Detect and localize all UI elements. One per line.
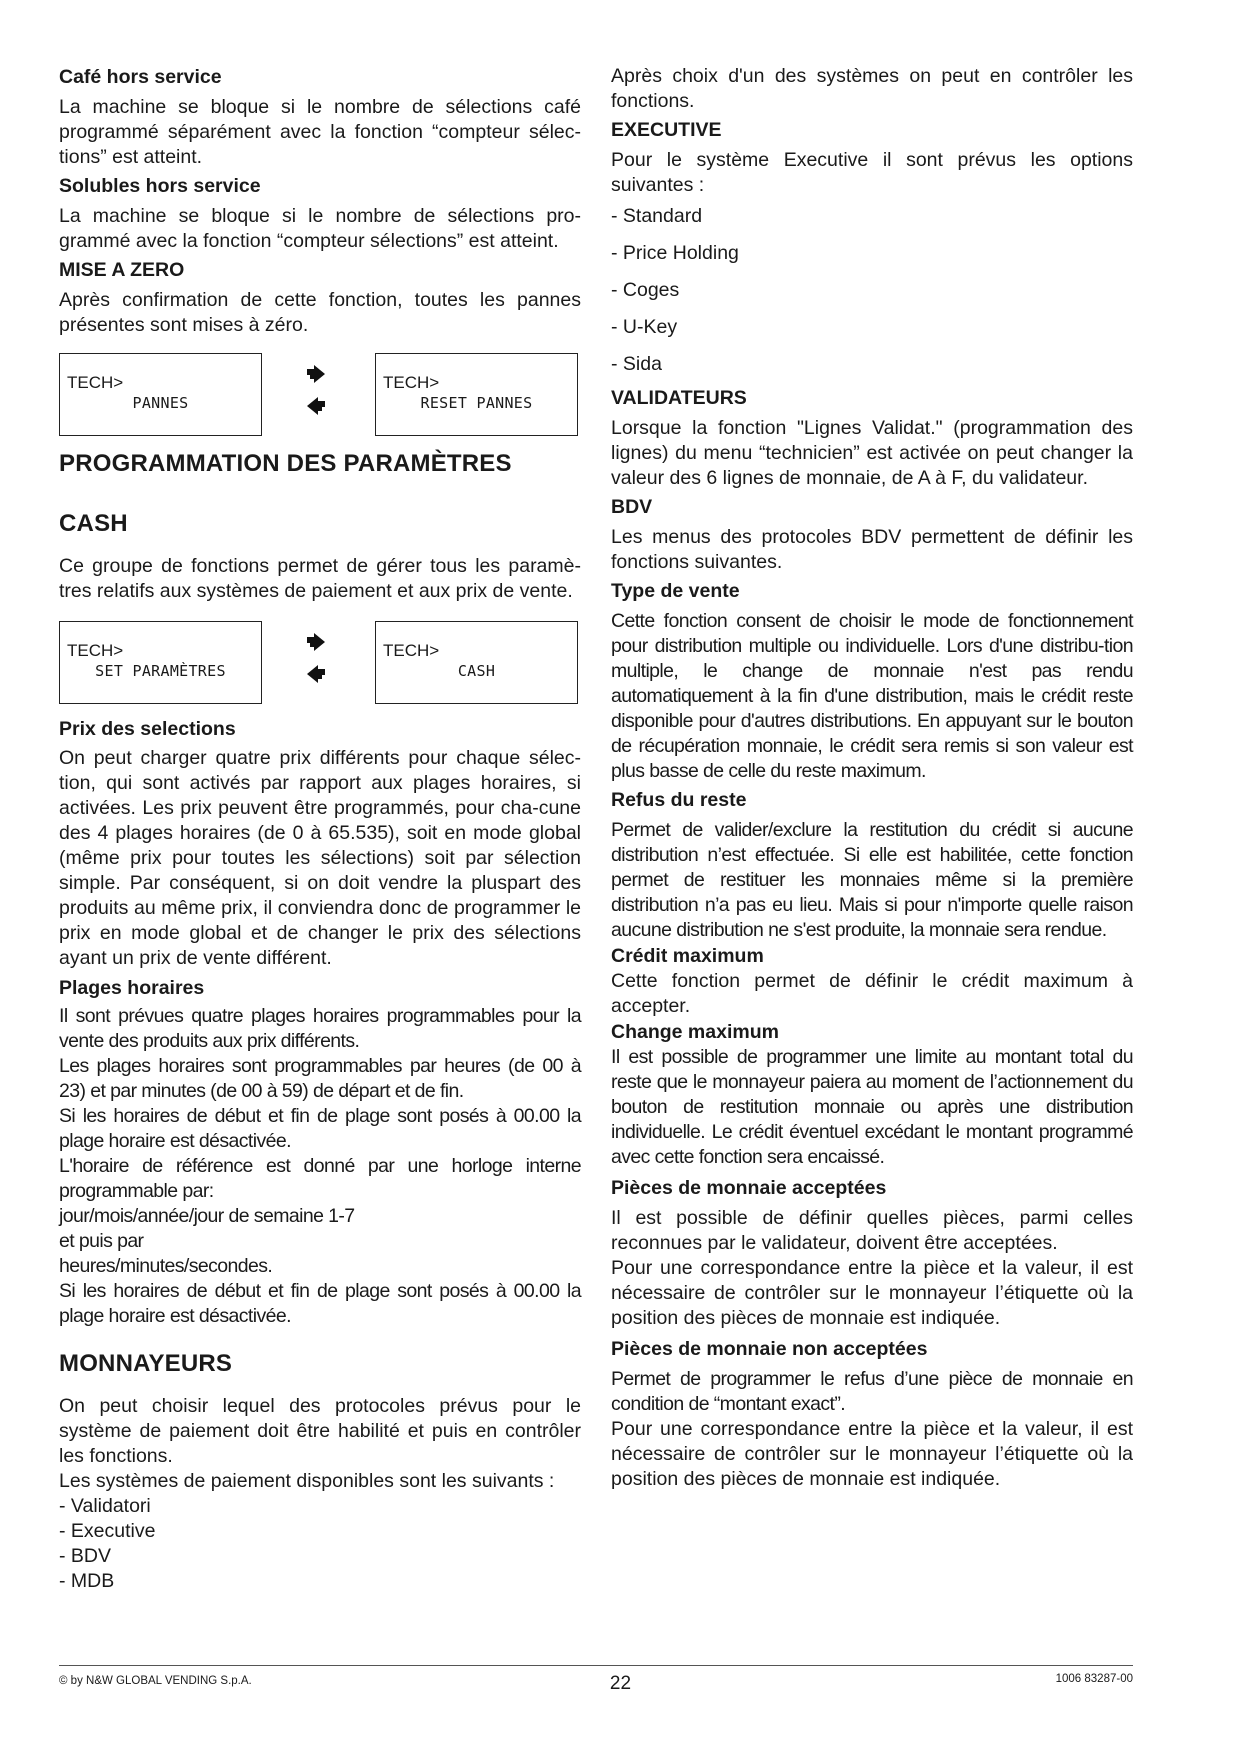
display-line-1: TECH> [67,373,124,392]
cafe-text: La machine se bloque si le nombre de sélections café programmé séparément avec la fonction “compteur sélec-tions” est atteint. [59,96,581,168]
non-acceptees-text: Permet de programmer le refus d’une pièce de monnaie en condition de “montant exact”. [611,1368,1133,1415]
display-line-1: TECH> [383,373,440,392]
executive-heading: EXECUTIVE [611,119,722,141]
list-item: - Standard [611,205,703,227]
monnayeurs-text: On peut choisir lequel des protocoles prévus pour le système de paiement doit être habilité et puis en contrôler les fonctions. [59,1395,581,1467]
acceptees-heading: Pièces de monnaie acceptées [611,1177,887,1199]
document-code: 1006 83287-00 [1055,1673,1133,1685]
list-item: - MDB [59,1570,115,1592]
display-panel-reset-pannes [375,353,578,436]
navigation-arrows [305,633,329,695]
footer-divider [59,1665,1133,1666]
list-item: - Sida [611,353,662,375]
plages-paragraph: heures/minutes/secondes. [59,1255,273,1277]
bdv-text: Les menus des protocoles BDV permettent de définir les fonctions suivantes. [611,526,1133,573]
list-item: - Executive [59,1520,156,1542]
plages-heading: Plages horaires [59,977,205,999]
monnayeurs-text: Les systèmes de paiement disponibles sont les suivants : [59,1470,555,1492]
validateurs-text: Lorsque la fonction "Lignes Validat." (programmation des lignes) du menu “technicien” est activée on peut changer la valeur des 6 lignes de monnaie, de A à F, du validateur. [611,417,1133,489]
plages-paragraph: Si les horaires de début et fin de plage sont posés à 00.00 la plage horaire est désactivée. [59,1105,581,1152]
display-line-2: RESET PANNES [420,394,533,412]
plages-paragraph: et puis par [59,1230,144,1252]
display-panel-cash [375,621,578,704]
list-item: - Validatori [59,1495,151,1517]
plages-paragraph: Il sont prévues quatre plages horaires programmables pour la vente des produits aux prix différents. [59,1005,581,1052]
non-acceptees-heading: Pièces de monnaie non acceptées [611,1338,928,1360]
credit-heading: Crédit maximum [611,945,764,967]
section-title-programmation: PROGRAMMATION DES PARAMÈTRES [59,450,512,477]
display-line-2: SET PARAMÈTRES [95,662,226,680]
right-column [611,64,1133,1492]
page-number: 22 [609,1673,632,1694]
display-line-1: TECH> [383,641,440,660]
bdv-heading: BDV [611,496,653,518]
intro-text: Après choix d'un des systèmes on peut en contrôler les fonctions. [611,65,1133,112]
menu-diagram-pannes [59,353,581,438]
display-line-1: TECH> [67,641,124,660]
list-item: - Coges [611,279,680,301]
payment-systems-list [59,1494,581,1594]
left-column [59,64,581,1594]
arrow-right-icon [305,633,327,653]
executive-text: Pour le système Executive il sont prévus les options suivantes : [611,149,1133,196]
mise-a-zero-text: Après confirmation de cette fonction, toutes les pannes présentes sont mises à zéro. [59,289,581,336]
arrow-left-icon [305,395,327,415]
acceptees-text: Pour une correspondance entre la pièce et la valeur, il est nécessaire de contrôler sur le monnayeur l’étiquette où la position des pièces de monnaie est indiquée. [611,1257,1133,1329]
display-line-2: CASH [457,662,496,680]
acceptees-text: Il est possible de définir quelles pièces, parmi celles reconnues par le validateur, doivent être acceptées. [611,1207,1133,1254]
display-line-2: PANNES [132,394,189,412]
plages-paragraph: Les plages horaires sont programmables par heures (de 00 à 23) et par minutes (de 00 à 59) de départ et de fin. [59,1055,581,1102]
credit-text: Cette fonction permet de définir le crédit maximum à accepter. [611,970,1133,1017]
refus-heading: Refus du reste [611,789,747,811]
arrow-right-icon [305,365,327,385]
type-vente-heading: Type de vente [611,580,740,602]
section-title-monnayeurs: MONNAYEURS [59,1350,233,1377]
mise-a-zero-heading: MISE A ZERO [59,259,185,281]
arrow-left-icon [305,663,327,683]
plages-paragraph: L'horaire de référence est donné par une horloge interne programmable par: [59,1155,581,1202]
refus-text: Permet de valider/exclure la restitution du crédit si aucune distribution n’est effectuée. Si elle est habilitée, cette fonction permet de restituer les monnaies même si la première distribution n’a pas eu lieu. Mais si pour n'importe quelle raison aucune distribution ne s'est produite, la monnaie sera rendue. [611,819,1133,941]
list-item: - BDV [59,1545,112,1567]
list-item: - Price Holding [611,242,739,264]
type-vente-text: Cette fonction consent de choisir le mode de fonctionnement pour distribution multiple ou individuelle. Lors d'une distribu-tion multiple, le change de monnaie n'est pas rendu automatiquement à la fin d'une distribution, mais le crédit reste disponible pour d'autres distributions. En appuyant sur le bouton de récupération monnaie, le crédit sera remis si son valeur est plus basse de celle du reste maximum. [611,610,1133,782]
executive-options-list [611,198,1133,383]
cash-text: Ce groupe de fonctions permet de gérer tous les paramè-tres relatifs aux systèmes de paiement et aux prix de vente. [59,555,581,602]
prix-text: On peut charger quatre prix différents pour chaque sélec-tion, qui sont activés par rapport aux plages horaires, si activées. Les prix peuvent être programmés, pour cha-cune des 4 plages horaires (de 0 à 65.535), soit en mode global (même prix pour toutes les sélections) soit par sélection simple. Par conséquent, si on doit vendre la pluspart des produits au même prix, il conviendra donc de programmer le prix en mode global et de changer le prix des sélections ayant un prix de vente différent. [59,747,581,969]
solubles-heading: Solubles hors service [59,175,261,197]
display-panel-tech-pannes [59,353,262,436]
non-acceptees-text: Pour une correspondance entre la pièce et la valeur, il est nécessaire de contrôler sur le monnayeur l’étiquette où la position des pièces de monnaie est indiquée. [611,1418,1133,1490]
prix-heading: Prix des selections [59,718,236,740]
solubles-text: La machine se bloque si le nombre de sélections pro-grammé avec la fonction “compteur sélections” est atteint. [59,205,581,252]
plages-paragraph: jour/mois/année/jour de semaine 1-7 [59,1205,355,1227]
cafe-heading: Café hors service [59,66,222,88]
plages-paragraph: Si les horaires de début et fin de plage sont posés à 00.00 la plage horaire est désactivée. [59,1280,581,1327]
display-panel-set-parametres [59,621,262,704]
footer-copyright: © by N&W GLOBAL VENDING S.p.A. [59,1675,252,1687]
navigation-arrows [305,365,329,427]
change-heading: Change maximum [611,1021,779,1043]
list-item: - U-Key [611,316,678,338]
validateurs-heading: VALIDATEURS [611,387,747,409]
section-title-cash: CASH [59,510,128,537]
menu-diagram-cash [59,621,581,706]
change-text: Il est possible de programmer une limite au montant total du reste que le monnayeur paiera au moment de l’actionnement du bouton de restitution monnaie ou après une distribution individuelle. Le crédit éventuel excédant le montant programmé avec cette fonction sera encaissé. [611,1046,1133,1168]
